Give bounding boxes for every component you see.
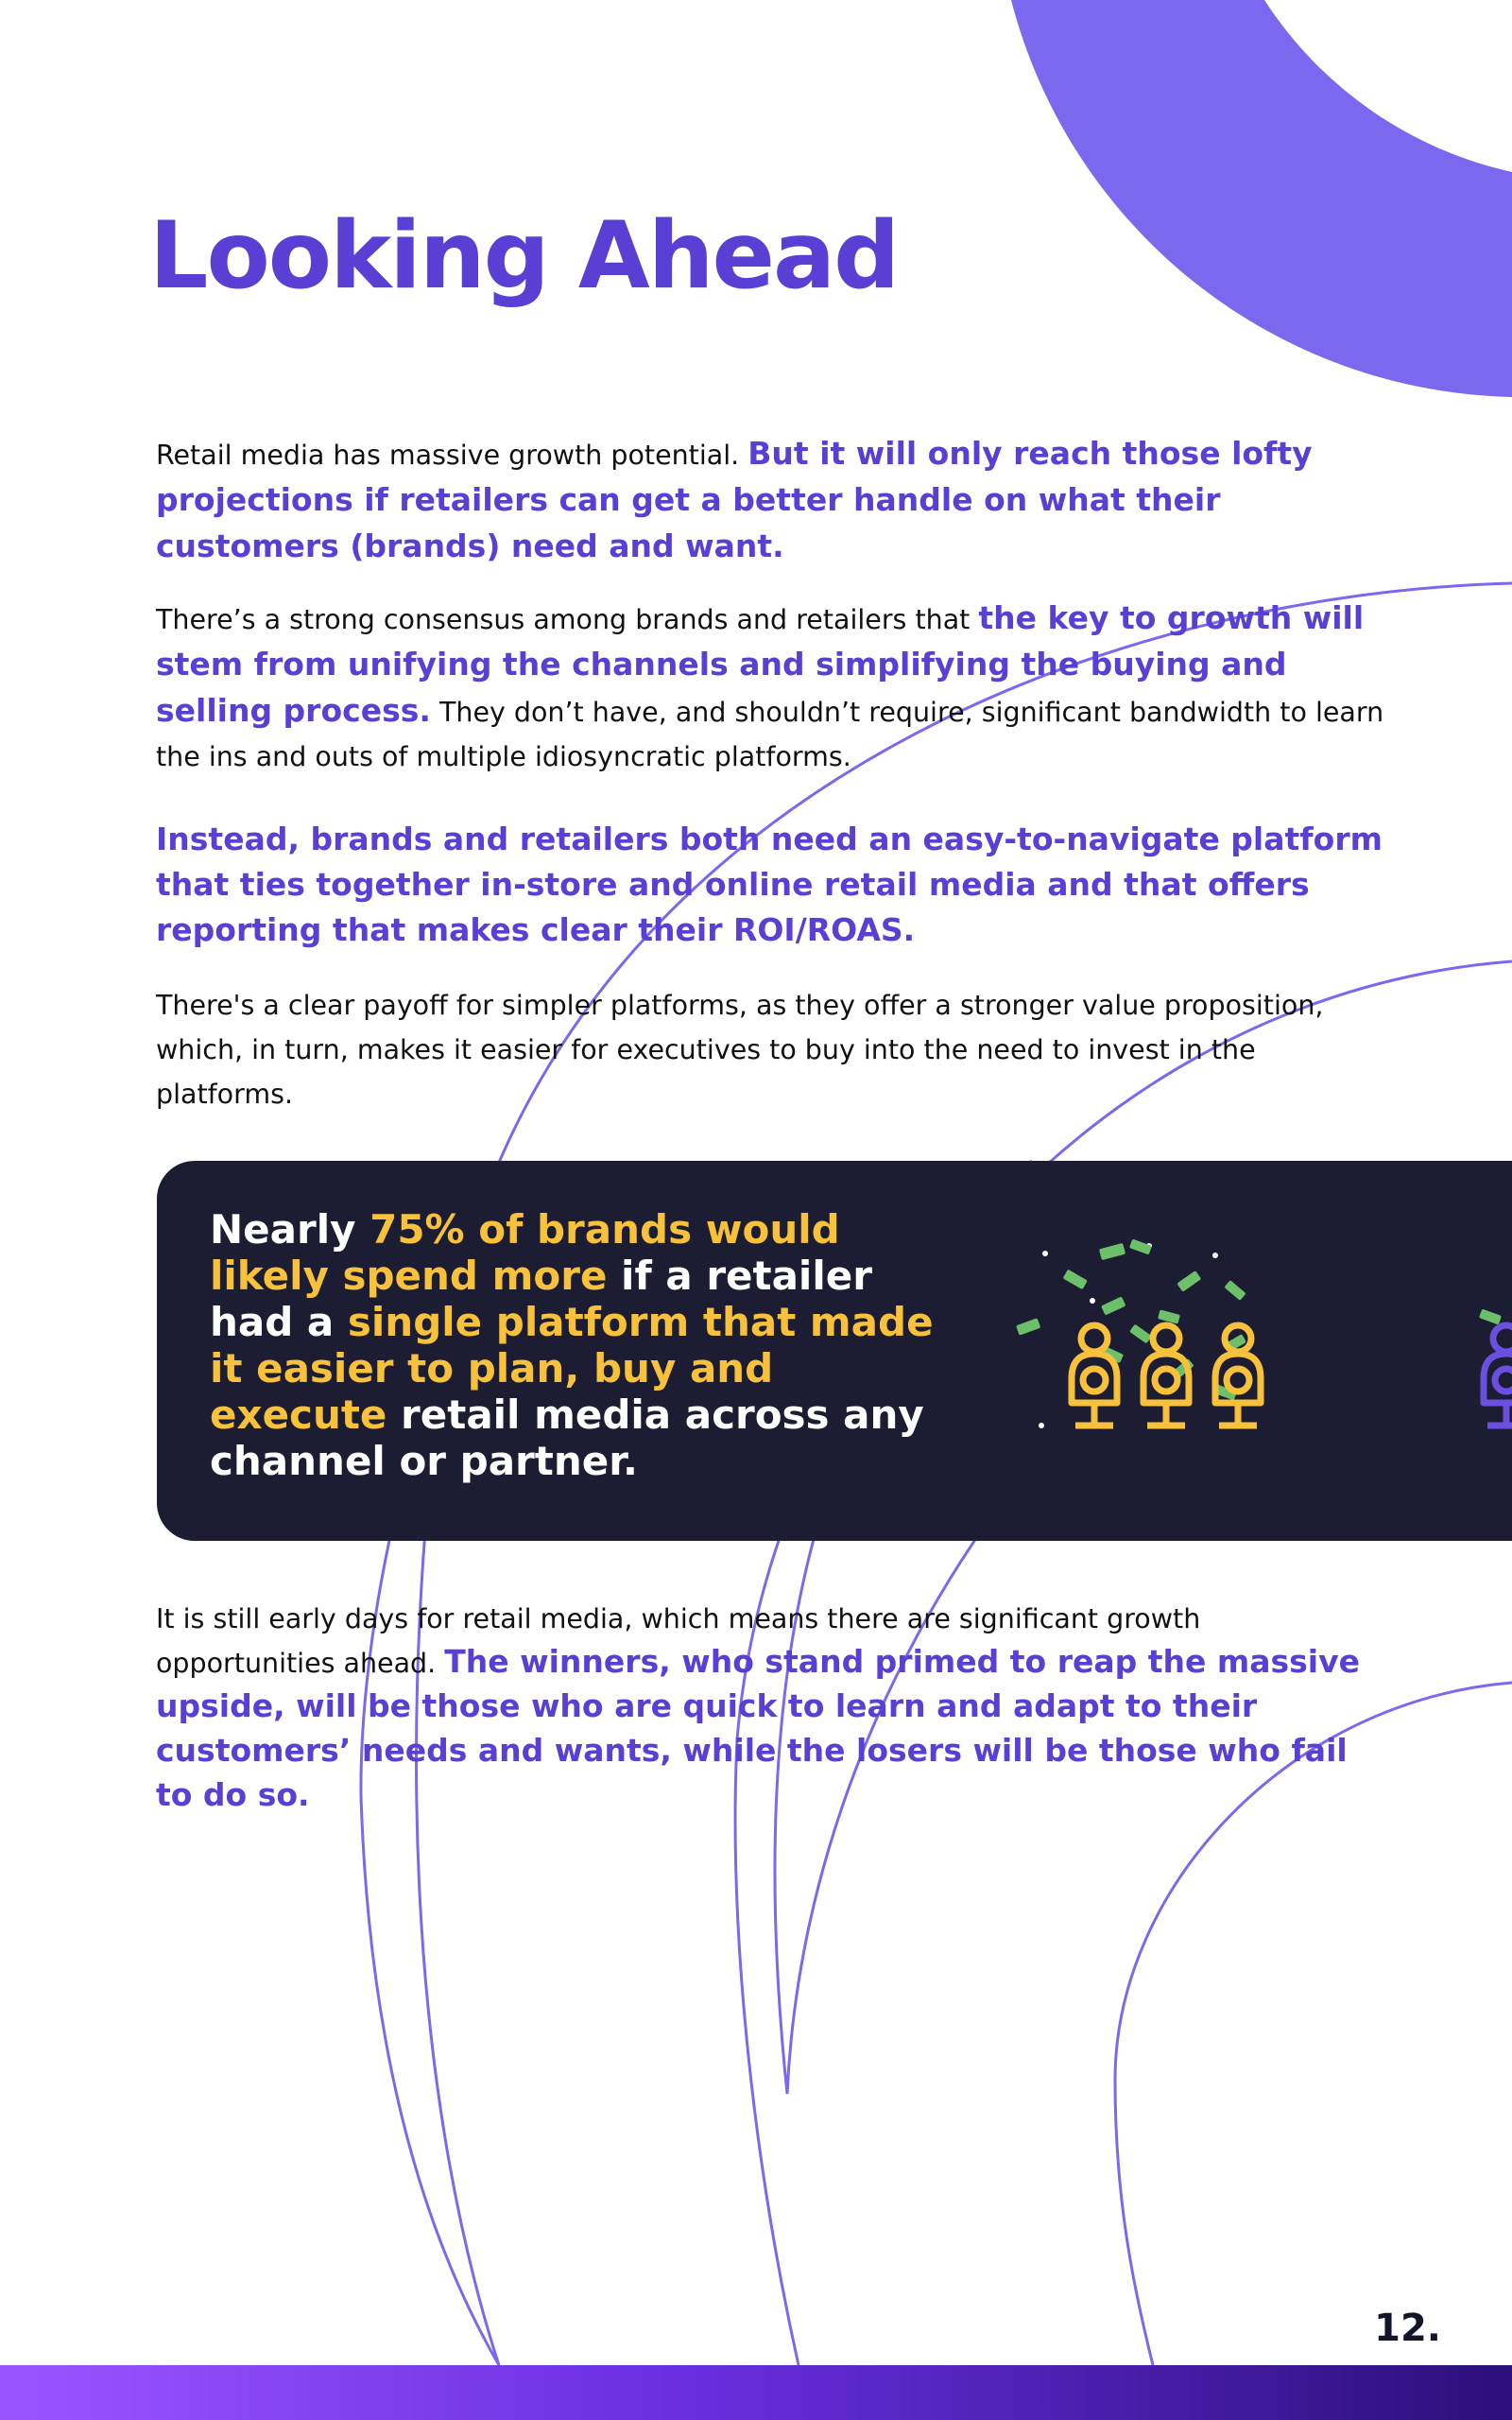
callout-text-part: Nearly [210,1206,370,1253]
callout-text-part: if a retailer had a [210,1253,872,1345]
paragraph-highlight: The winners, who stand primed to reap the massive upside, will be those who are quick to learn and adapt to their customers’ needs and wants, while the losers will be those who fail to do so. [156,1643,1361,1813]
paragraph-text: Retail media has massive growth potential. [156,440,748,471]
callout-highlight: single platform that made it easier to plan, buy and execute [210,1299,934,1438]
paragraph-consensus [156,596,1384,779]
callout-highlight: 75% of brands would likely spend more [210,1206,840,1299]
paragraph-highlight: But it will only reach those lofty projections if retailers can get a better handle on what their customers (brands) need and want. [156,435,1313,564]
footer-gradient-bar [0,2365,1512,2420]
paragraph-platform-need: Instead, brands and retailers both need an easy-to-navigate platform that ties together in-store and online retail media and that offers reporting that makes clear their ROI/ROAS. [156,821,1383,948]
page-title: Looking Ahead [149,202,899,310]
callout-text [210,1206,947,1484]
paragraph-text: It is still early days for retail media, which means there are significant growth opportunities ahead. [156,1603,1201,1679]
paragraph-intro [156,431,1384,570]
callout-text-part: retail media across any channel or partner. [210,1392,924,1484]
page-number: 12. [1374,2307,1441,2350]
paragraph-closing [156,1598,1384,1818]
paragraph-highlight: the key to growth will stem from unifying the channels and simplifying the buying and selling process. [156,599,1365,729]
target-people-illustration [988,1218,1512,1463]
paragraph-text: There’s a strong consensus among brands and retailers that [156,604,979,635]
target-person-icon [1484,1325,1512,1426]
stat-callout-card [157,1161,1512,1541]
paragraph-payoff: There's a clear payoff for simpler platforms, as they offer a stronger value proposition, which, in turn, makes it easier for executives to buy into the need to invest in the platforms. [156,990,1324,1110]
money-bills-icon [1016,1239,1512,1401]
paragraph-text: They don’t have, and shouldn’t require, significant bandwidth to learn the ins and outs of multiple idiosyncratic platforms. [156,697,1384,772]
